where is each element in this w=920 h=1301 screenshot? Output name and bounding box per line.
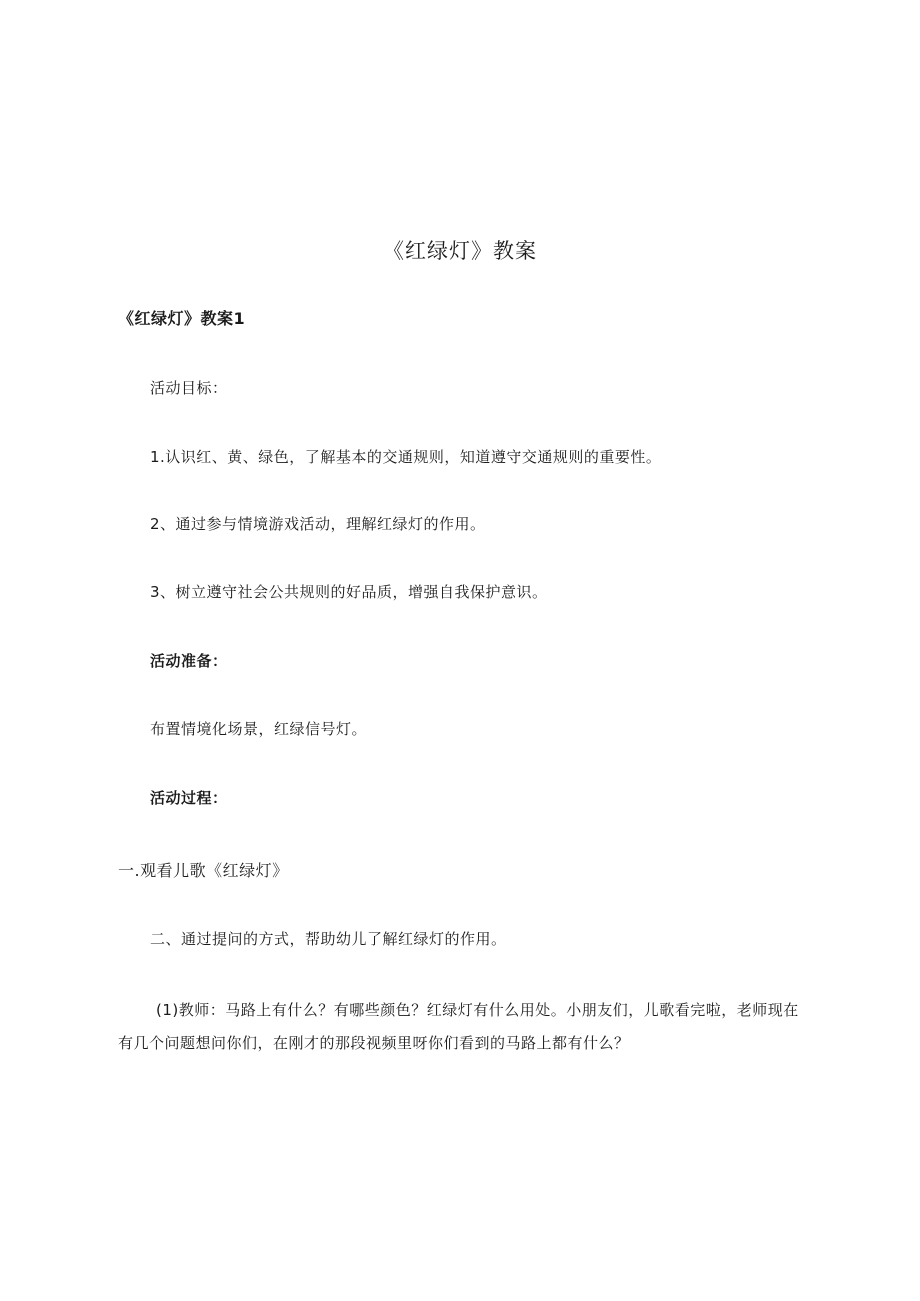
goal-item-3: 3、树立遵守社会公共规则的好品质，增强自我保护意识。: [150, 583, 548, 601]
process-label: 活动过程：: [150, 789, 228, 807]
preparation-text: 布置情境化场景，红绿信号灯。: [150, 720, 368, 738]
goals-label: 活动目标：: [150, 379, 228, 397]
lesson-heading: 《红绿灯》教案1: [118, 309, 246, 328]
document-title: 《红绿灯》教案: [383, 239, 537, 263]
goal-item-1: 1.认识红、黄、绿色，了解基本的交通规则，知道遵守交通规则的重要性。: [150, 448, 662, 466]
preparation-label: 活动准备：: [150, 652, 228, 670]
process-step-2: 二、通过提问的方式，帮助幼儿了解红绿灯的作用。: [150, 930, 507, 948]
process-step-1: 一.观看儿歌《红绿灯》: [118, 861, 289, 880]
process-step-2-detail: (1)教师：马路上有什么？有哪些颜色？红绿灯有什么用处。小朋友们，儿歌看完啦，老师现在有几个问题想问你们，在刚才的那段视频里呀你们看到的马路上都有什么？: [118, 1001, 799, 1052]
goal-item-2: 2、通过参与情境游戏活动，理解红绿灯的作用。: [150, 515, 486, 533]
